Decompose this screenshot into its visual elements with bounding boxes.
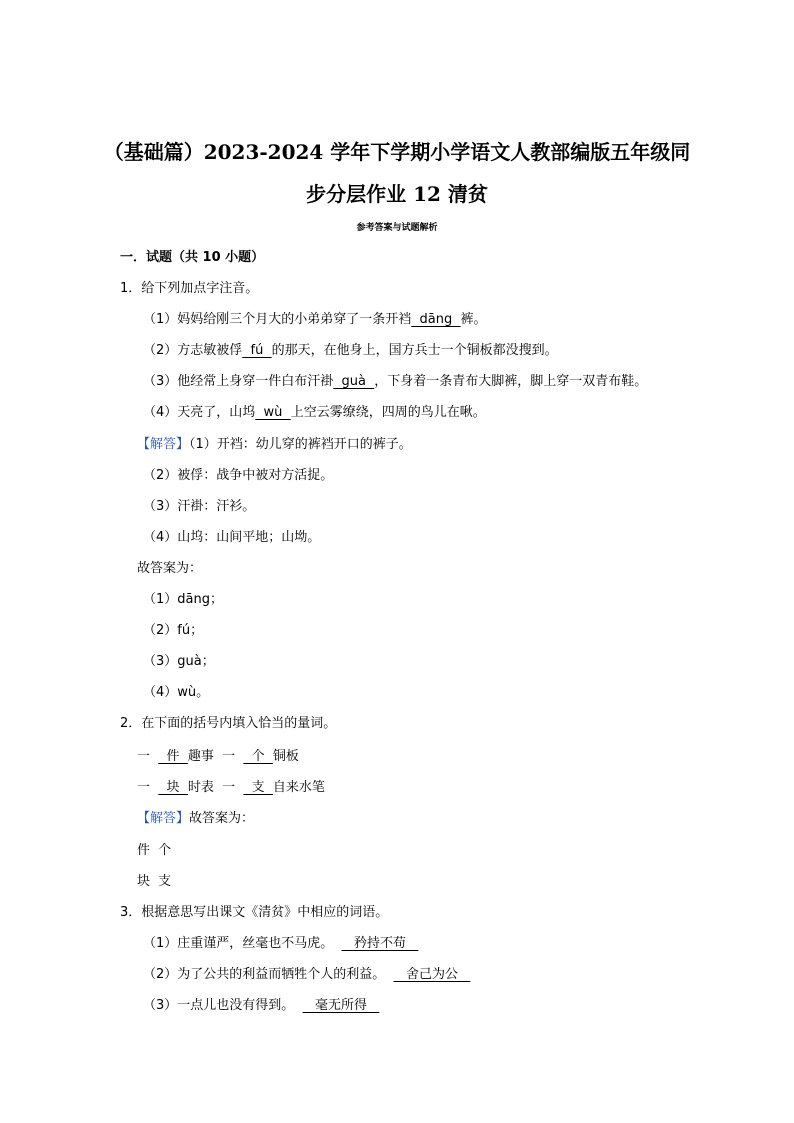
- answer-tag: 【解答】: [137, 811, 190, 826]
- answer-tag: 【解答】: [137, 437, 190, 452]
- question-3-item-3: （3）一点儿也没有得到。 毫无所得: [143, 998, 380, 1013]
- section-heading: 一．试题（共 10 小题）: [120, 250, 265, 265]
- question-1-stem: 1．给下列加点字注音。: [120, 281, 259, 296]
- answer-blank: 个: [243, 749, 273, 764]
- question-1-final-answer: （2）fú；: [143, 623, 204, 638]
- question-3-item-2: （2）为了公共的利益而牺牲个人的利益。 舍己为公: [143, 967, 471, 982]
- question-1-item-1: （1）妈妈给刚三个月大的小弟弟穿了一条开裆 dāng 裤。: [143, 312, 487, 327]
- question-2-row-1: 一 件 趣事 一 个 铜板: [137, 749, 299, 764]
- question-2-row-2: 一 块 时表 一 支 自来水笔: [137, 780, 325, 795]
- question-3-item-1: （1）庄重谨严，丝毫也不马虎。 矜持不苟: [143, 936, 419, 951]
- answer-blank: fú: [242, 343, 272, 358]
- document-title-line-2: 步分层作业 12 清贫: [306, 182, 488, 206]
- question-3-stem: 3．根据意思写出课文《清贫》中相应的词语。: [120, 905, 389, 920]
- question-1-final-answer: （3）guà；: [143, 654, 215, 669]
- question-1-answer-line: （2）被俘：战争中被对方活捉。: [143, 468, 334, 483]
- answer-blank: 矜持不苟: [341, 936, 419, 951]
- answer-blank: 件: [158, 749, 188, 764]
- answer-blank: guà: [333, 374, 375, 389]
- question-1-final-answer: （1）dāng；: [143, 592, 223, 607]
- question-1-item-3: （3）他经常上身穿一件白布汗褂 guà ，下身着一条青布大脚裤，脚上穿一双青布鞋。: [143, 374, 648, 389]
- question-1-item-4: （4）天亮了，山坞 wù 上空云雾缭绕，四周的鸟儿在啾。: [143, 405, 486, 420]
- question-1-answer-line: （3）汗褂：汗衫。: [143, 499, 256, 514]
- answer-blank: dāng: [411, 312, 461, 327]
- question-1-answer-line: （4）山坞：山间平地；山坳。: [143, 530, 321, 545]
- question-1-final-label: 故答案为：: [137, 561, 203, 576]
- question-2-answer-row-1: 件 个: [137, 843, 172, 858]
- answer-blank: 支: [243, 780, 273, 795]
- question-1-final-answer: （4）wù。: [143, 685, 210, 700]
- question-2-stem: 2．在下面的括号内填入恰当的量词。: [120, 716, 337, 731]
- answer-blank: 毫无所得: [302, 998, 380, 1013]
- question-1-item-2: （2）方志敏被俘 fú 的那天，在他身上，国方兵士一个铜板都没搜到。: [143, 343, 558, 358]
- answer-blank: 舍己为公: [393, 967, 471, 982]
- question-2-answer: 【解答】故答案为：: [137, 811, 255, 826]
- document-title-line-1: （基础篇）2023-2024 学年下学期小学语文人教部编版五年级同: [103, 140, 691, 164]
- document-subtitle: 参考答案与试题解析: [356, 223, 438, 233]
- answer-blank: 块: [158, 780, 188, 795]
- question-1-answer: 【解答】（1）开裆：幼儿穿的裤裆开口的裤子。: [137, 437, 412, 452]
- question-2-answer-row-2: 块 支: [137, 874, 172, 889]
- answer-blank: wù: [255, 405, 291, 420]
